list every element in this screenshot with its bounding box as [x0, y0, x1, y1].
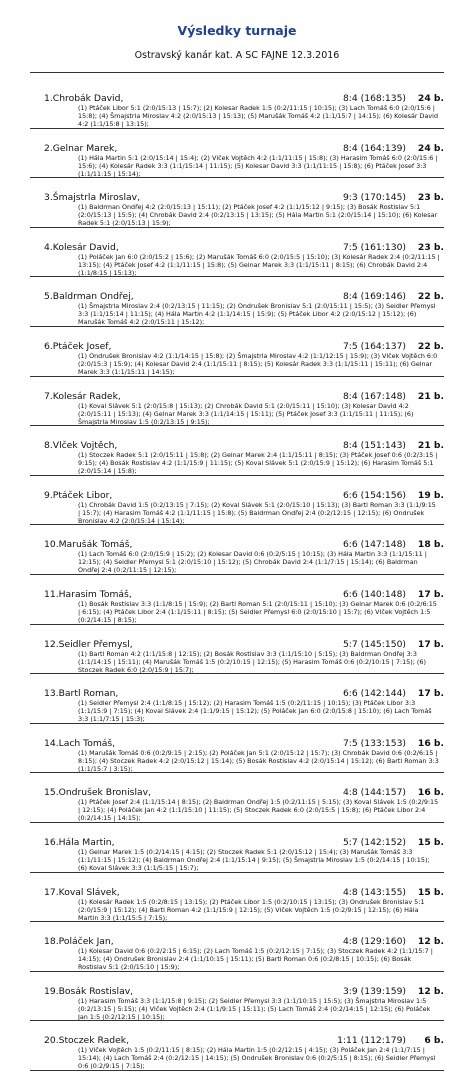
player-score: 4:8 (143:155)	[342, 886, 406, 898]
player-points: 15	[417, 886, 431, 898]
entry-header	[30, 887, 444, 898]
result-entry	[30, 525, 444, 575]
player-name: Gelnar Marek,	[52, 142, 118, 154]
entry-header	[30, 1035, 444, 1046]
player-rank: 10.	[44, 539, 59, 551]
entry-header	[30, 589, 444, 600]
result-entry	[30, 724, 444, 774]
player-points-cell	[406, 93, 444, 104]
game-results: (1) Ondrušek Bronislav 4:2 (1:1/14:15 | 15:8); (2) Šmajstrla Miroslav 4:2 (1:1/12:15 | 15:9); (3) Vlček Vojtěch 6:0 (2:0/15:3 | 15:9); (4) Kolesar David 2:4 (1:1/15:11 | 8:15); (5) Kolesár Radek 3:3 (1:1/15:11 | 15:11); (6) Gelnar Marek 3:3 (1:1/15:11 | 14:15);	[78, 351, 438, 376]
result-entry	[30, 823, 444, 873]
player-name: Bartl Roman,	[58, 688, 119, 700]
player-points: 24	[417, 93, 431, 104]
player-points: 12	[417, 936, 431, 948]
result-entry	[30, 178, 444, 228]
header-divider	[30, 72, 444, 73]
points-unit: b.	[433, 886, 444, 898]
player-points: 19	[417, 489, 431, 501]
entry-header	[30, 291, 444, 302]
player-points: 15	[417, 836, 431, 848]
player-name: Kolesár David,	[52, 241, 119, 253]
entry-header	[30, 242, 444, 253]
player-points-cell	[406, 688, 444, 699]
player-points-cell	[406, 887, 444, 898]
result-entry	[30, 426, 444, 476]
player-points-cell	[406, 143, 444, 154]
player-name-line	[44, 192, 326, 203]
entry-header	[30, 688, 444, 699]
player-points: 16	[417, 787, 431, 799]
game-results: (1) Seidler Přemysl 2:4 (1:1/8:15 | 15:12); (2) Harasim Tomáš 1:5 (0:2/11:15 | 10:15); (3) Ptáček Libor 3:3 (1:1/15:9 | 7:15); (4) Koval Slávek 2:4 (1:1/9:15 | 15:12); (5) Poláček Jan 6:0 (2:0/15:8 | 15:10); (6) Lach Tomáš 3:3 (1:1/7:15 | 15:3);	[78, 699, 432, 724]
player-points: 17	[417, 638, 431, 650]
points-unit: b.	[433, 142, 444, 154]
player-score: 8:4 (164:139)	[342, 142, 406, 154]
result-entry	[30, 922, 444, 972]
game-results: (1) Bosák Rostislav 3:3 (1:1/8:15 | 15:9); (2) Bartl Roman 5:1 (2:0/15:11 | 15:10); (3) Gelnar Marek 0:6 (0:2/6:15 | 6:15); (4) Ptáček Libor 2:4 (1:1/15:11 | 8:15); (5) Seidler Přemysl 6:0 (2:0/15:10 | 15:7); (6) Vlček Vojtěch 1:5 (0:2/14:15 | 8:15);	[78, 599, 437, 624]
game-results: (1) Vlček Vojtěch 1:5 (0:2/11:15 | 8:15); (2) Hála Martin 1:5 (0:2/12:15 | 4:15); (3) Poláček Jan 2:4 (1:1/7:15 | 15:14); (4) Lach Tomáš 2:4 (0:2/12:15 | 14:15); (5) Ondrušek Bronislav 0:6 (0:2/5:15 | 8:15); (6) Seidler Přemysl 0:6 (0:2/9:15 | 7:15);	[78, 1046, 436, 1071]
result-entry	[30, 1021, 444, 1071]
player-points-cell	[406, 440, 444, 451]
player-points: 18	[417, 539, 431, 551]
player-score: 3:9 (139:159)	[342, 985, 406, 997]
player-points: 6	[424, 1035, 431, 1047]
player-name: Chrobák David,	[52, 93, 124, 104]
game-results: (1) Lach Tomáš 6:0 (2:0/15:9 | 15:2); (2) Kolesar David 0:6 (0:2/5:15 | 10:15); (3) Hála Martin 3:3 (1:1/15:11 | 12:15); (4) Seidler Přemysl 5:1 (2:0/15:10 | 15:12); (5) Chrobák David 2:4 (1:1/7:15 | 15:14); (6) Baldrman Ondřej 2:4 (0:2/11:15 | 12:15);	[78, 550, 427, 575]
player-name: Kolesár Radek,	[52, 390, 121, 402]
player-points: 23	[417, 241, 431, 253]
player-rank: 15.	[44, 787, 59, 799]
result-entry	[30, 377, 444, 427]
points-unit: b.	[433, 588, 444, 600]
player-name: Ptáček Josef,	[52, 340, 112, 352]
player-score: 6:6 (154:156)	[342, 489, 406, 501]
player-name-line	[44, 291, 326, 302]
player-score: 5:7 (145:150)	[342, 638, 406, 650]
player-points-cell	[406, 391, 444, 402]
player-rank: 18.	[44, 936, 59, 948]
player-name: Marušák Tomáš,	[58, 539, 133, 551]
game-results: (1) Koval Slávek 5:1 (2:0/15:8 | 15:13); (2) Chrobák David 5:1 (2:0/15:11 | 15:10); (3) Kolesar David 4:2 (2:0/15:11 | 15:13); (4) Gelnar Marek 3:3 (1:1/14:15 | 15:11); (5) Ptáček Josef 3:3 (1:1/15:11 | 11:15); (6) Šmajstrla Miroslav 1:5 (0:2/13:15 | 9:15);	[78, 401, 414, 426]
player-name-line	[44, 490, 326, 501]
game-results: (1) Šmajstrla Miroslav 2:4 (0:2/13:15 | 11:15); (2) Ondrušek Bronislav 5:1 (2:0/15:11 | 15:5); (3) Seidler Přemysl 3:3 (1:1/15:14 | 11:15); (4) Hála Martin 4:2 (1:1/14:15 | 15:9); (5) Ptáček Libor 4:2 (2:0/15:12 | 15:12); (6) Marušák Tomáš 4:2 (2:0/15:11 | 15:12);	[78, 302, 436, 327]
entry-header	[30, 986, 444, 997]
entry-header	[30, 738, 444, 749]
player-score: 8:4 (167:148)	[342, 390, 406, 402]
tournament-subtitle: Ostravský kanár kat. A SC FAJNE 12.3.2016	[134, 50, 340, 61]
player-name-line	[44, 589, 326, 600]
player-name-line	[44, 539, 326, 550]
player-name-line	[44, 242, 326, 253]
entry-header	[30, 341, 444, 352]
game-results: (1) Kolesar David 0:6 (0:2/2:15 | 6:15); (2) Lach Tomáš 1:5 (0:2/12:15 | 7:15); (3) Stoczek Radek 4:2 (1:1/15:7 | 14:15); (4) Ondrušek Bronislav 2:4 (1:1/10:15 | 15:11); (5) Bartl Roman 0:6 (0:2/8:15 | 10:15); (6) Bosák Rostislav 5:1 (2:0/15:10 | 15:9);	[78, 947, 433, 972]
result-entry	[30, 773, 444, 823]
entry-header	[30, 391, 444, 402]
entry-header	[30, 639, 444, 650]
player-score: 8:4 (169:146)	[342, 291, 406, 303]
player-points-cell	[406, 639, 444, 650]
player-name-line	[44, 986, 326, 997]
points-unit: b.	[433, 985, 444, 997]
player-name: Ptáček Libor,	[52, 489, 113, 501]
player-name-line	[44, 837, 326, 848]
player-rank: 13.	[44, 688, 59, 700]
player-name-line	[44, 1035, 326, 1046]
result-entry	[30, 327, 444, 377]
page-title: Výsledky turnaje	[177, 23, 297, 38]
player-score: 9:3 (170:145)	[342, 192, 406, 204]
result-entry	[30, 873, 444, 923]
player-rank: 3.	[44, 192, 53, 204]
player-score: 6:6 (142:144)	[342, 688, 406, 700]
player-score: 1:11 (112:179)	[337, 1035, 406, 1047]
player-rank: 7.	[44, 390, 53, 402]
result-entry	[30, 575, 444, 625]
player-points: 12	[417, 985, 431, 997]
player-rank: 11.	[44, 588, 59, 600]
player-points-cell	[406, 589, 444, 600]
player-points-cell	[406, 341, 444, 352]
player-name: Koval Slávek,	[58, 886, 120, 898]
player-name-line	[44, 936, 326, 947]
player-name: Bosák Rostislav,	[58, 985, 134, 997]
player-name-line	[44, 391, 326, 402]
player-name-line	[44, 738, 326, 749]
player-points: 22	[417, 340, 431, 352]
player-name-line	[44, 639, 326, 650]
game-results: (1) Poláček Jan 6:0 (2:0/15:2 | 15:6); (2) Marušák Tomáš 6:0 (2:0/15:5 | 15:10); (3) Kolesár Radek 2:4 (0:2/11:15 | 13:15); (4) Ptáček Josef 4:2 (1:1/11:15 | 15:8); (5) Gelnar Marek 3:3 (1:1/15:11 | 8:15); (6) Chrobák David 2:4 (1:1/8:15 | 15:13);	[78, 252, 440, 277]
game-results: (1) Stoczek Radek 5:1 (2:0/15:11 | 15:8); (2) Gelnar Marek 2:4 (1:1/15:11 | 8:15); (3) Ptáček Josef 0:6 (0:2/3:15 | 9:15); (4) Bosák Rostislav 4:2 (1:1/15:9 | 11:15); (5) Koval Slávek 5:1 (2:0/15:9 | 15:12); (6) Harasim Tomáš 5:1 (2:0/15:14 | 15:8);	[78, 451, 438, 476]
player-points: 21	[417, 390, 431, 402]
points-unit: b.	[433, 638, 444, 650]
entry-header	[30, 539, 444, 550]
player-name-line	[44, 341, 326, 352]
player-points-cell	[406, 787, 444, 798]
player-score: 7:5 (161:130)	[342, 241, 406, 253]
player-name: Vlček Vojtěch,	[52, 440, 118, 452]
points-unit: b.	[433, 489, 444, 501]
entry-header	[30, 143, 444, 154]
player-points-cell	[406, 539, 444, 550]
player-score: 8:4 (151:143)	[342, 440, 406, 452]
player-points-cell	[406, 738, 444, 749]
player-rank: 6.	[44, 340, 53, 352]
player-name: Stoczek Radek,	[58, 1035, 129, 1047]
player-points-cell	[406, 837, 444, 848]
player-rank: 8.	[44, 440, 53, 452]
game-results: (1) Hála Martin 5:1 (2:0/15:14 | 15:4); (2) Vlček Vojtěch 4:2 (1:1/11:15 | 15:8); (3) Harasim Tomáš 6:0 (2:0/15:6 | 15:6); (4) Kolesár Radek 3:3 (1:1/15:14 | 11:15); (5) Kolesar David 3:3 (1:1/11:15 | 15:8); (6) Ptáček Josef 3:3 (1:1/11:15 | 15:14);	[78, 153, 438, 178]
result-entry	[30, 277, 444, 327]
player-score: 4:8 (129:160)	[342, 936, 406, 948]
player-score: 5:7 (142:152)	[342, 836, 406, 848]
player-name-line	[44, 93, 326, 104]
player-rank: 19.	[44, 985, 59, 997]
game-results: (1) Chrobák David 1:5 (0:2/13:15 | 7:15); (2) Koval Slávek 5:1 (2:0/15:10 | 15:13); (3) Bartl Roman 3:3 (1:1/9:15 | 15:7); (4) Harasim Tomáš 4:2 (1:1/11:15 | 15:8); (5) Baldrman Ondřej 2:4 (0:2/12:15 | 12:15); (6) Ondrušek Bronislav 4:2 (2:0/15:14 | 15:14);	[78, 500, 436, 525]
entry-header	[30, 440, 444, 451]
player-name: Poláček Jan,	[58, 936, 114, 948]
points-unit: b.	[433, 93, 444, 104]
entry-header	[30, 490, 444, 501]
player-score: 6:6 (140:148)	[342, 588, 406, 600]
points-unit: b.	[433, 241, 444, 253]
player-rank: 5.	[44, 291, 53, 303]
player-rank: 9.	[44, 489, 53, 501]
player-name-line	[44, 787, 326, 798]
points-unit: b.	[433, 340, 444, 352]
game-results: (1) Marušák Tomáš 0:6 (0:2/9:15 | 2:15); (2) Poláček Jan 5:1 (2:0/15:12 | 15:7); (3) Chrobák David 0:6 (0:2/6:15 | 8:15); (4) Stoczek Radek 4:2 (2:0/15:12 | 15:14); (5) Bosák Rostislav 4:2 (2:0/15:14 | 15:12); (6) Bartl Roman 3:3 (1:1/15:7 | 3:15);	[78, 748, 439, 773]
player-name-line	[44, 887, 326, 898]
entry-header	[30, 837, 444, 848]
player-rank: 1.	[44, 93, 53, 104]
player-name-line	[44, 143, 326, 154]
points-unit: b.	[433, 192, 444, 204]
player-points: 16	[417, 737, 431, 749]
result-entry	[30, 79, 444, 129]
player-name: Ondrušek Bronislav,	[58, 787, 151, 799]
game-results: (1) Ptáček Josef 2:4 (1:1/15:14 | 8:15); (2) Baldrman Ondřej 1:5 (0:2/11:15 | 5:15); (3) Koval Slávek 1:5 (0:2/9:15 | 12:15); (4) Poláček Jan 4:2 (1:1/15:10 | 11:15); (5) Stoczek Radek 6:0 (2:0/15:5 | 15:8); (6) Ptáček Libor 2:4 (0:2/14:15 | 14:15);	[78, 798, 439, 823]
player-name: Seidler Přemysl,	[58, 638, 133, 650]
result-entry	[30, 129, 444, 179]
player-name: Šmajstrla Miroslav,	[52, 192, 141, 204]
player-points-cell	[406, 936, 444, 947]
player-score: 6:6 (147:148)	[342, 539, 406, 551]
player-rank: 4.	[44, 241, 53, 253]
player-name: Hála Martin,	[58, 836, 115, 848]
result-entry	[30, 674, 444, 724]
player-points-cell	[406, 1035, 444, 1046]
player-rank: 2.	[44, 142, 53, 154]
player-name-line	[44, 688, 326, 699]
result-entry	[30, 625, 444, 675]
game-results: (1) Harasim Tomáš 3:3 (1:1/15:8 | 9:15); (2) Seidler Přemysl 3:3 (1:1/10:15 | 15:5); (3) Šmajstrla Miroslav 1:5 (0:2/13:15 | 5:15); (4) Vlček Vojtěch 2:4 (1:1/9:15 | 15:11); (5) Lach Tomáš 2:4 (0:2/14:15 | 12:15); (6) Poláček Jan 1:5 (0:2/12:15 | 10:15);	[78, 996, 431, 1021]
player-score: 7:5 (164:137)	[342, 340, 406, 352]
points-unit: b.	[433, 291, 444, 303]
player-points: 17	[417, 688, 431, 700]
points-unit: b.	[433, 1035, 444, 1047]
result-entry	[30, 476, 444, 526]
game-results: (1) Gelnar Marek 1:5 (0:2/14:15 | 4:15); (2) Stoczek Radek 5:1 (2:0/15:12 | 15:4); (3) Marušák Tomáš 3:3 (1:1/11:15 | 15:12); (4) Baldrman Ondřej 2:4 (1:1/15:14 | 9:15); (5) Šmajstrla Miroslav 1:5 (0:2/14:15 | 10:15); (6) Koval Slávek 3:3 (1:1/5:15 | 15:7);	[78, 847, 430, 872]
entry-header	[30, 936, 444, 947]
result-entry	[30, 228, 444, 278]
player-name: Baldrman Ondřej,	[52, 291, 134, 303]
player-points: 24	[417, 142, 431, 154]
player-rank: 16.	[44, 836, 59, 848]
player-points-cell	[406, 192, 444, 203]
entry-header	[30, 192, 444, 203]
player-points-cell	[406, 490, 444, 501]
player-score: 7:5 (133:153)	[342, 737, 406, 749]
result-entry	[30, 972, 444, 1022]
results-list	[30, 79, 444, 1071]
points-unit: b.	[433, 539, 444, 551]
player-points: 17	[417, 588, 431, 600]
game-results: (1) Kolesár Radek 1:5 (0:2/8:15 | 13:15); (2) Ptáček Libor 1:5 (0:2/10:15 | 13:15); (3) Ondrušek Bronislav 5:1 (2:0/15:9 | 15:12); (4) Bartl Roman 4:2 (1:1/15:9 | 12:15); (5) Vlček Vojtěch 1:5 (0:2/9:15 | 12:15); (6) Hála Martin 3:3 (1:1/15:5 | 7:15);	[78, 897, 425, 922]
player-points: 22	[417, 291, 431, 303]
player-points-cell	[406, 291, 444, 302]
player-points: 23	[417, 192, 431, 204]
player-rank: 17.	[44, 886, 59, 898]
player-name: Harasim Tomáš,	[58, 588, 132, 600]
player-name-line	[44, 440, 326, 451]
player-score: 8:4 (168:135)	[342, 93, 406, 104]
player-rank: 20.	[44, 1035, 59, 1047]
player-rank: 14.	[44, 737, 59, 749]
entry-header	[30, 93, 444, 104]
player-score: 4:8 (144:157)	[342, 787, 406, 799]
player-points: 21	[417, 440, 431, 452]
points-unit: b.	[433, 390, 444, 402]
game-results: (1) Ptáček Libor 5:1 (2:0/15:13 | 15:7); (2) Kolesar Radek 1:5 (0:2/11:15 | 10:15); (3) Lach Tomáš 6:0 (2:0/15:6 | 15:8); (4) Šmajstrla Miroslav 4:2 (2:0/15:13 | 15:13); (5) Marušák Tomáš 4:2 (1:1/15:7 | 14:15); (6) Kolesár David 4:2 (1:1/15:8 | 13:15);	[78, 104, 439, 128]
points-unit: b.	[433, 836, 444, 848]
points-unit: b.	[433, 787, 444, 799]
player-points-cell	[406, 242, 444, 253]
points-unit: b.	[433, 688, 444, 700]
points-unit: b.	[433, 737, 444, 749]
player-name: Lach Tomáš,	[58, 737, 116, 749]
game-results: (1) Bartl Roman 4:2 (1:1/15:8 | 12:15); (2) Bosák Rostislav 3:3 (1:1/15:10 | 5:15); (3) Baldrman Ondřej 3:3 (1:1/14:15 | 15:11); (4) Marušák Tomáš 1:5 (0:2/10:15 | 12:15); (5) Harasim Tomáš 0:6 (0:2/10:15 | 7:15); (6) Stoczek Radek 6:0 (2:0/15:9 | 15:7);	[78, 649, 426, 674]
game-results: (1) Baldrman Ondřej 4:2 (2:0/15:13 | 15:11); (2) Ptáček Josef 4:2 (1:1/15:12 | 9:15); (3) Bosák Rostislav 5:1 (2:0/15:13 | 15:5); (4) Chrobák David 2:4 (0:2/13:15 | 13:15); (5) Hála Martin 5:1 (2:0/15:14 | 15:10); (6) Kolesar Radek 5:1 (2:0/15:13 | 15:9);	[78, 203, 438, 228]
points-unit: b.	[433, 440, 444, 452]
entry-header	[30, 787, 444, 798]
player-rank: 12.	[44, 638, 59, 650]
points-unit: b.	[433, 936, 444, 948]
player-points-cell	[406, 986, 444, 997]
